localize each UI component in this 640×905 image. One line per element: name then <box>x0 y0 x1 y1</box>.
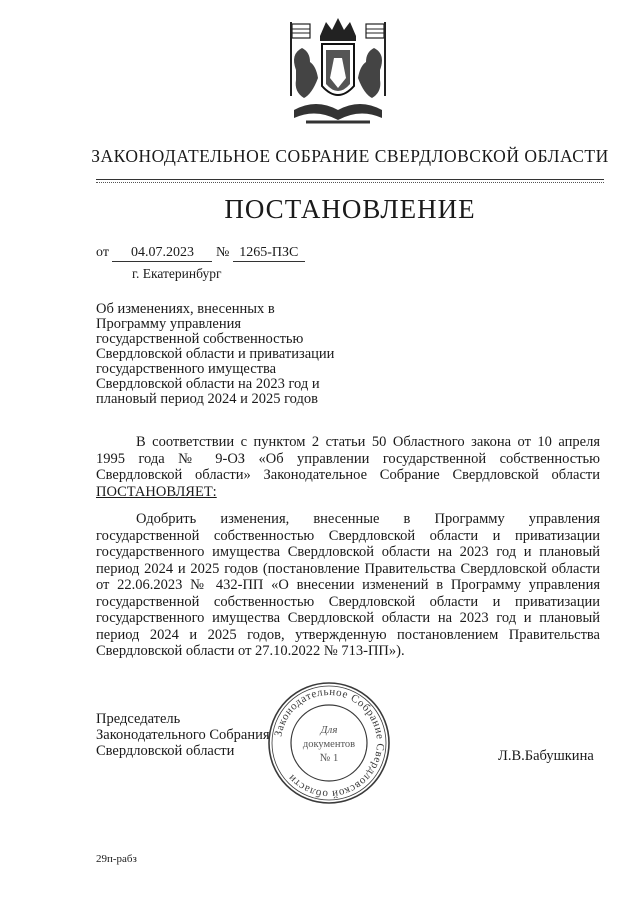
header-divider <box>96 179 604 180</box>
official-seal-stamp <box>267 681 391 805</box>
document-date: 04.07.2023 <box>112 245 212 262</box>
signatory-title-line: Председатель <box>96 711 181 727</box>
seal-ring-text: Законодательное Собрание Свердловской области <box>272 685 387 801</box>
organization-name: ЗАКОНОДАТЕЛЬНОЕ СОБРАНИЕ СВЕРДЛОВСКОЙ ОБЛАСТИ <box>91 146 609 166</box>
signatory-title-line: Свердловской области <box>96 743 235 759</box>
coat-of-arms-emblem <box>276 14 400 136</box>
preamble-paragraph <box>96 434 600 500</box>
seal-center-line: документов <box>302 739 356 750</box>
document-subject: Об изменениях, внесенных в Программу управления государственной собственностью Свердловской области и приватизации государственного имущества Свердловской области на 2023 год и плановый период 2024 и 2025 годов <box>96 301 335 407</box>
seal-center-line: № 1 <box>319 752 339 764</box>
date-prefix: от <box>96 245 109 260</box>
seal-center-line: Для <box>320 724 338 736</box>
preamble-text: В соответствии с пунктом 2 статьи 50 Областного закона от 10 апреля 1995 года № 9-ОЗ «Об управлении государственной собственностью Свердловской области» Законодательное Собрание Свердловской области <box>96 434 600 483</box>
document-type-title: ПОСТАНОВЛЕНИЕ <box>224 194 476 224</box>
signatory-title <box>96 711 270 759</box>
resolves-keyword: ПОСТАНОВЛЯЕТ: <box>96 483 217 500</box>
date-number-line <box>96 245 305 262</box>
signatory-name: Л.В.Бабушкина <box>498 748 594 764</box>
number-prefix: № <box>215 245 230 260</box>
signatory-title-line: Законодательного Собрания <box>96 727 270 743</box>
resolution-paragraph: Одобрить изменения, внесенные в Программу управления государственной собственностью Свердловской области и приватизации государственного имущества Свердловской области на 2023 год и плановый период 2024 и 2025 годов (постановление Правительства Свердловской области от 22.06.2023 № 432-ПП «О внесении изменений в Программу управления государственной собственностью Свердловской области и приватизации государственного имущества Свердловской области на 2023 год и плановый период 2024 и 2025 годов, утвержденную постановлением Правительства Свердловской области от 27.10.2022 № 713-ПП»). <box>96 511 600 659</box>
footer-code: 29п-рабз <box>96 853 137 865</box>
document-number: 1265-ПЗС <box>233 245 305 262</box>
city-label: г. Екатеринбург <box>132 266 222 281</box>
header-divider-dotted <box>96 182 604 183</box>
